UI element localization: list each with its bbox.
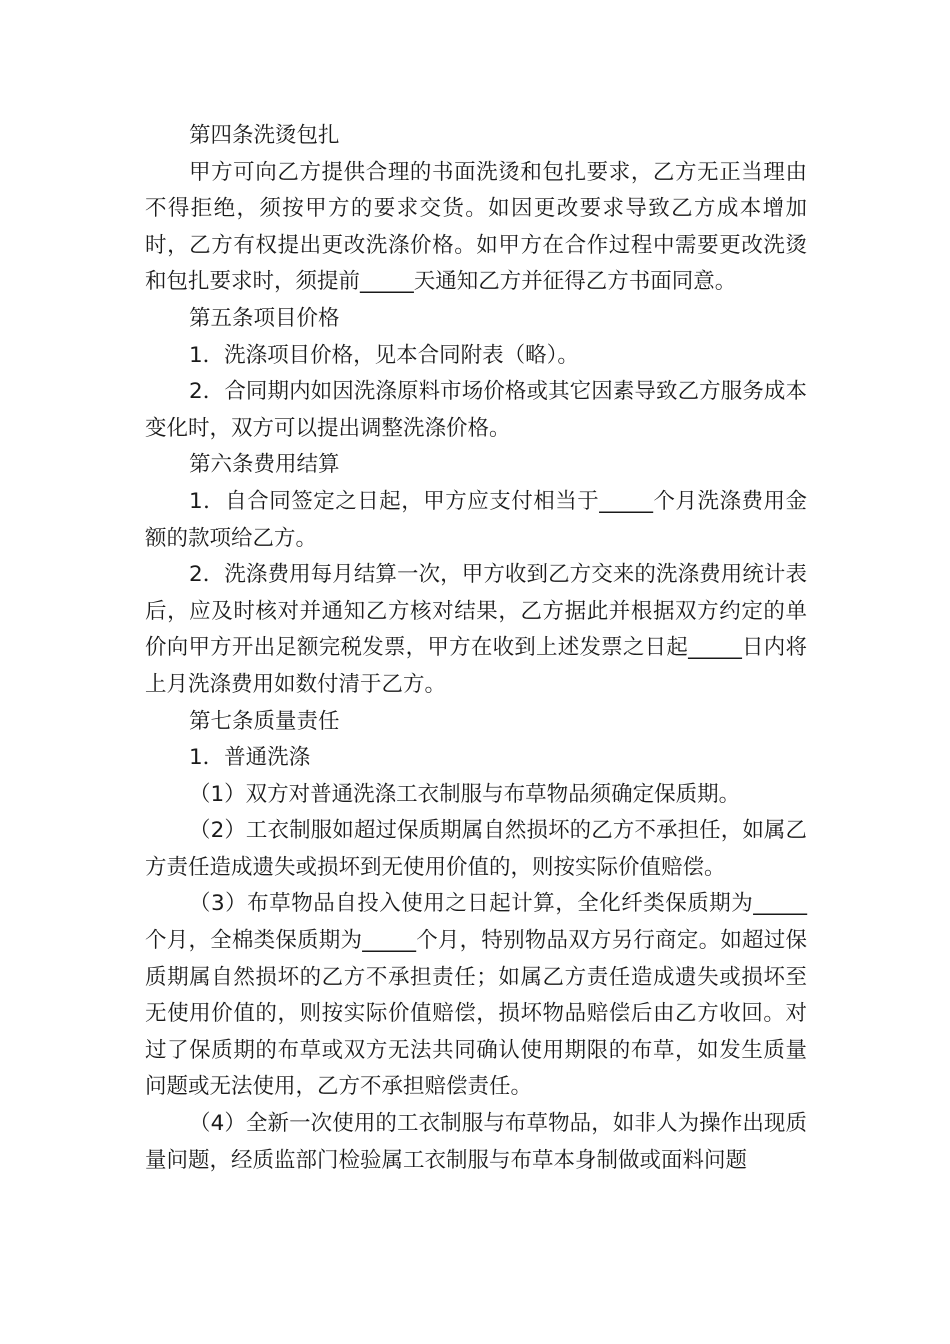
article-7-subitem-3: （3）布草物品自投入使用之日起计算，全化纤类保质期为_____个月，全棉类保质期为_____个月，特别物品双方另行商定。如超过保质期属自然损坏的乙方不承担责任；如属乙方责任造成遗失或损坏至无使用价值的，则按实际价值赔偿，损坏物品赔偿后由乙方收回。对过了保质期的布草或双方无法共同确认使用期限的布草，如发生质量问题或无法使用，乙方不承担赔偿责任。	[145, 891, 807, 1100]
article-7-heading: 第七条质量责任	[189, 708, 340, 734]
article-6-item-2: 2．洗涤费用每月结算一次，甲方收到乙方交来的洗涤费用统计表后，应及时核对并通知乙方核对结果，乙方据此并根据双方约定的单价向甲方开出足额完税发票，甲方在收到上述发票之日起_____日内将上月洗涤费用如数付清于乙方。	[145, 562, 807, 697]
article-7-item-1: 1．普通洗涤	[189, 745, 311, 771]
article-4-paragraph: 甲方可向乙方提供合理的书面洗烫和包扎要求，乙方无正当理由不得拒绝，须按甲方的要求交货。如因更改要求导致乙方成本增加时，乙方有权提出更改洗涤价格。如甲方在合作过程中需要更改洗烫和包扎要求时，须提前_____天通知乙方并征得乙方书面同意。	[145, 159, 807, 295]
article-7-subitem-1: （1）双方对普通洗涤工衣制服与布草物品须确定保质期。	[189, 781, 741, 807]
article-7-subitem-4: （4）全新一次使用的工衣制服与布草物品，如非人为操作出现质量问题，经质监部门检验属工衣制服与布草本身制做或面料问题	[145, 1111, 807, 1173]
article-6-heading: 第六条费用结算	[189, 452, 340, 478]
article-4-heading: 第四条洗烫包扎	[189, 123, 340, 148]
document-body	[145, 118, 807, 1179]
article-7-subitem-2: （2）工衣制服如超过保质期属自然损坏的乙方不承担任，如属乙方责任造成遗失或损坏到无使用价值的，则按实际价值赔偿。	[145, 818, 807, 880]
article-5-heading: 第五条项目价格	[189, 305, 340, 331]
article-6-item-1: 1．自合同签定之日起，甲方应支付相当于_____个月洗涤费用金额的款项给乙方。	[145, 488, 807, 551]
article-5-item-2: 2．合同期内如因洗涤原料市场价格或其它因素导致乙方服务成本变化时，双方可以提出调整洗涤价格。	[145, 379, 807, 441]
article-5-item-1: 1．洗涤项目价格，见本合同附表（略）。	[189, 342, 579, 368]
